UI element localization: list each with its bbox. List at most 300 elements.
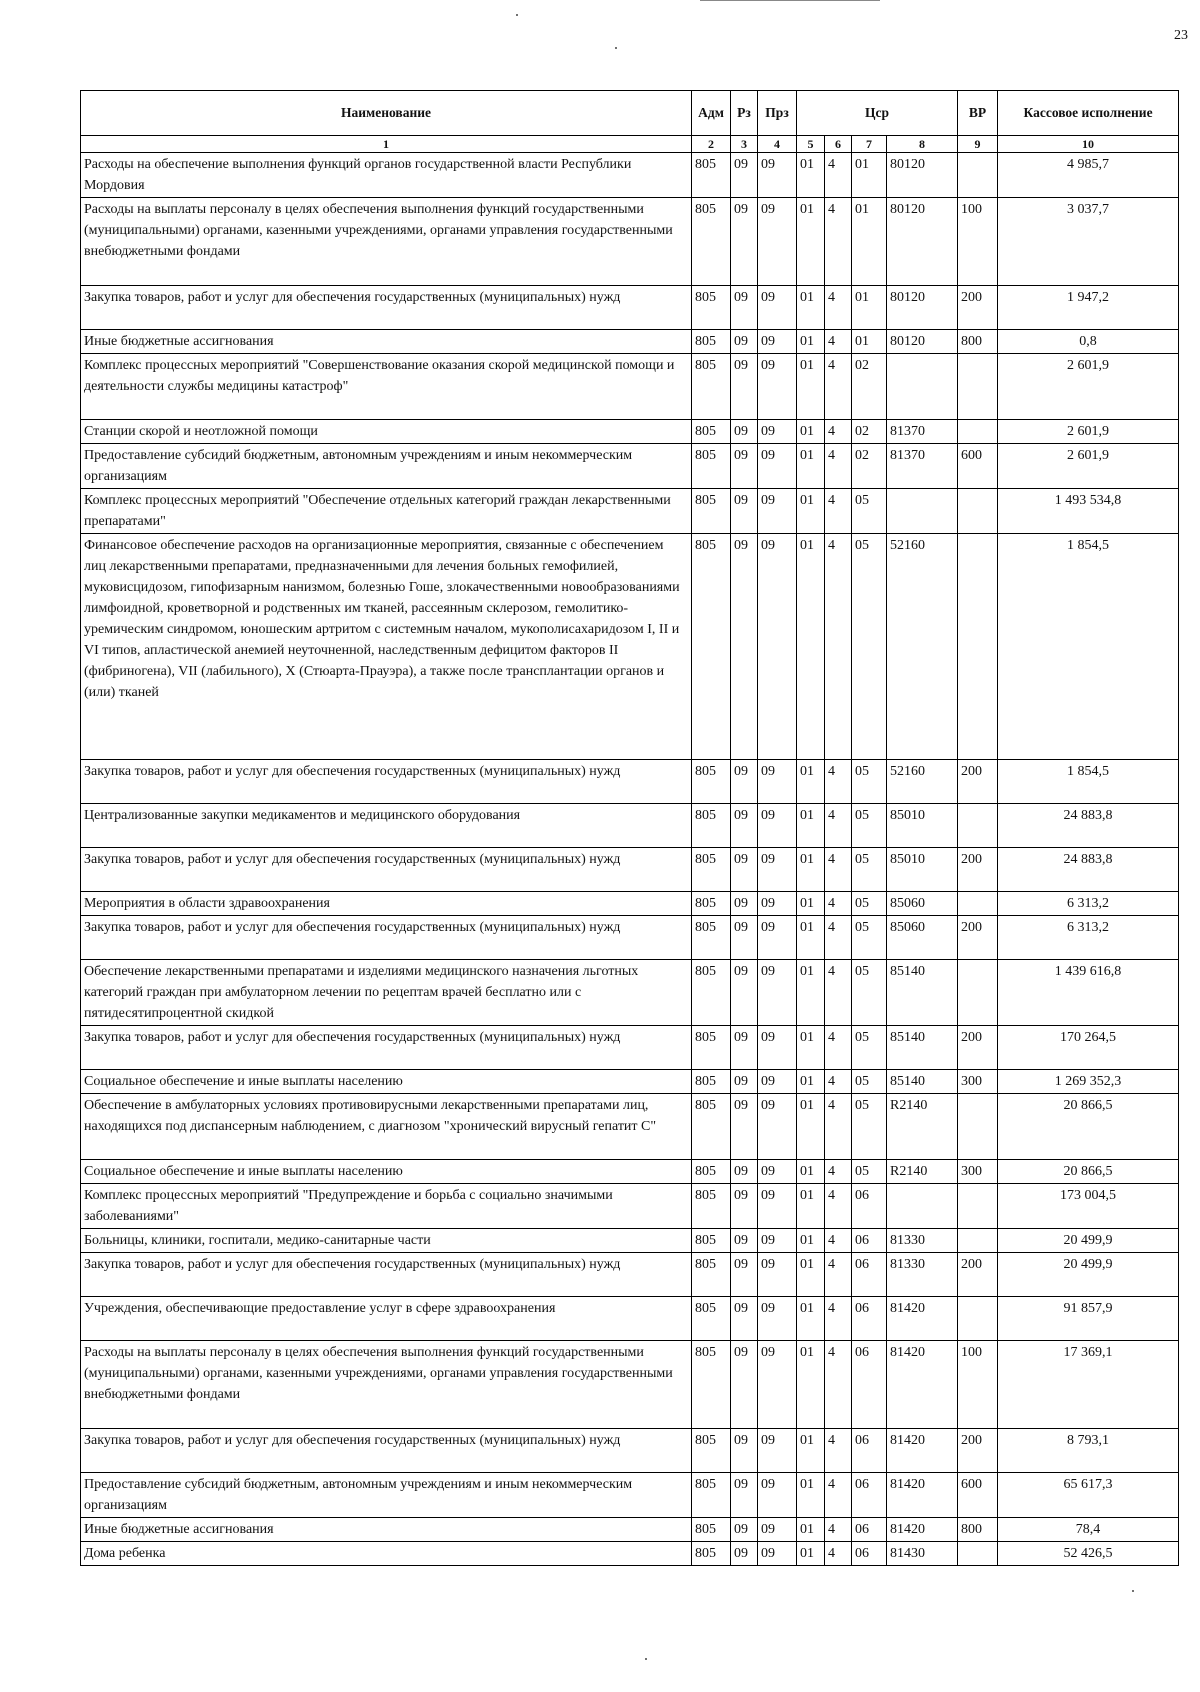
row-csr-6: 4	[825, 330, 852, 354]
column-number: 3	[731, 136, 758, 153]
row-csr-8: 81370	[887, 444, 958, 489]
row-rz: 09	[731, 760, 758, 804]
row-rz: 09	[731, 1184, 758, 1229]
row-vr: 100	[958, 198, 998, 286]
row-csr-7: 02	[852, 420, 887, 444]
table-row	[81, 804, 1179, 848]
table-row	[81, 1473, 1179, 1518]
row-name: Иные бюджетные ассигнования	[81, 330, 692, 354]
row-csr-6: 4	[825, 1518, 852, 1542]
row-amount: 1 493 534,8	[998, 489, 1179, 534]
row-csr-8	[887, 489, 958, 534]
row-csr-8: 80120	[887, 153, 958, 198]
row-prz: 09	[758, 1429, 797, 1473]
row-csr-8: 81330	[887, 1229, 958, 1253]
row-csr-6: 4	[825, 1229, 852, 1253]
row-name: Мероприятия в области здравоохранения	[81, 892, 692, 916]
row-csr-7: 01	[852, 286, 887, 330]
column-number: 5	[797, 136, 825, 153]
row-csr-6: 4	[825, 198, 852, 286]
header-name: Наименование	[81, 91, 692, 136]
row-adm: 805	[692, 1473, 731, 1518]
row-prz: 09	[758, 916, 797, 960]
row-csr-7: 05	[852, 489, 887, 534]
row-prz: 09	[758, 848, 797, 892]
scan-artifact-dot	[615, 47, 617, 49]
row-amount: 0,8	[998, 330, 1179, 354]
row-csr-8: 85010	[887, 804, 958, 848]
row-rz: 09	[731, 1253, 758, 1297]
row-csr-5: 01	[797, 489, 825, 534]
row-vr	[958, 804, 998, 848]
row-csr-7: 05	[852, 916, 887, 960]
row-adm: 805	[692, 1184, 731, 1229]
row-prz: 09	[758, 354, 797, 420]
row-csr-5: 01	[797, 534, 825, 760]
row-amount: 2 601,9	[998, 354, 1179, 420]
table-row	[81, 153, 1179, 198]
table-row	[81, 1184, 1179, 1229]
row-rz: 09	[731, 916, 758, 960]
row-csr-6: 4	[825, 1253, 852, 1297]
row-prz: 09	[758, 420, 797, 444]
row-amount: 24 883,8	[998, 804, 1179, 848]
row-csr-5: 01	[797, 1094, 825, 1160]
row-rz: 09	[731, 1341, 758, 1429]
row-csr-5: 01	[797, 1297, 825, 1341]
row-prz: 09	[758, 1184, 797, 1229]
table-row	[81, 1229, 1179, 1253]
row-csr-5: 01	[797, 330, 825, 354]
row-csr-7: 06	[852, 1253, 887, 1297]
row-amount: 17 369,1	[998, 1341, 1179, 1429]
row-prz: 09	[758, 330, 797, 354]
row-name: Комплекс процессных мероприятий "Совершенствование оказания скорой медицинской помощи и деятельности службы медицины катастроф"	[81, 354, 692, 420]
row-csr-5: 01	[797, 804, 825, 848]
row-rz: 09	[731, 489, 758, 534]
row-prz: 09	[758, 1297, 797, 1341]
row-adm: 805	[692, 354, 731, 420]
row-amount: 173 004,5	[998, 1184, 1179, 1229]
column-number: 4	[758, 136, 797, 153]
row-adm: 805	[692, 153, 731, 198]
row-amount: 20 866,5	[998, 1160, 1179, 1184]
table-row	[81, 354, 1179, 420]
row-vr: 800	[958, 1518, 998, 1542]
row-csr-8: 81430	[887, 1542, 958, 1566]
row-csr-6: 4	[825, 534, 852, 760]
row-amount: 24 883,8	[998, 848, 1179, 892]
row-csr-6: 4	[825, 1429, 852, 1473]
row-prz: 09	[758, 1253, 797, 1297]
row-vr: 200	[958, 760, 998, 804]
table-row	[81, 916, 1179, 960]
row-amount: 4 985,7	[998, 153, 1179, 198]
row-csr-5: 01	[797, 1429, 825, 1473]
table-row	[81, 534, 1179, 760]
row-prz: 09	[758, 153, 797, 198]
row-csr-6: 4	[825, 153, 852, 198]
row-name: Закупка товаров, работ и услуг для обеспечения государственных (муниципальных) нужд	[81, 760, 692, 804]
row-prz: 09	[758, 1542, 797, 1566]
row-csr-6: 4	[825, 1473, 852, 1518]
row-adm: 805	[692, 198, 731, 286]
row-amount: 52 426,5	[998, 1542, 1179, 1566]
row-adm: 805	[692, 489, 731, 534]
row-csr-5: 01	[797, 286, 825, 330]
row-csr-8: 85060	[887, 916, 958, 960]
row-csr-7: 06	[852, 1184, 887, 1229]
column-number: 6	[825, 136, 852, 153]
row-prz: 09	[758, 760, 797, 804]
row-prz: 09	[758, 1070, 797, 1094]
row-adm: 805	[692, 1542, 731, 1566]
scan-artifact-dot	[516, 14, 518, 16]
row-csr-5: 01	[797, 892, 825, 916]
row-prz: 09	[758, 444, 797, 489]
row-csr-6: 4	[825, 1094, 852, 1160]
row-vr	[958, 1229, 998, 1253]
row-vr: 200	[958, 286, 998, 330]
row-amount: 1 854,5	[998, 760, 1179, 804]
header-csr: Цср	[797, 91, 958, 136]
row-name: Дома ребенка	[81, 1542, 692, 1566]
table-row	[81, 1094, 1179, 1160]
row-amount: 20 499,9	[998, 1253, 1179, 1297]
row-name: Больницы, клиники, госпитали, медико-санитарные части	[81, 1229, 692, 1253]
row-csr-8: 85060	[887, 892, 958, 916]
row-vr: 200	[958, 1253, 998, 1297]
row-name: Станции скорой и неотложной помощи	[81, 420, 692, 444]
table-row	[81, 286, 1179, 330]
row-csr-5: 01	[797, 1473, 825, 1518]
row-csr-7: 02	[852, 444, 887, 489]
row-prz: 09	[758, 1518, 797, 1542]
row-amount: 2 601,9	[998, 444, 1179, 489]
row-csr-5: 01	[797, 1070, 825, 1094]
row-csr-5: 01	[797, 1160, 825, 1184]
row-csr-7: 06	[852, 1341, 887, 1429]
row-csr-8: 81420	[887, 1429, 958, 1473]
row-csr-8: 52160	[887, 760, 958, 804]
row-name: Закупка товаров, работ и услуг для обеспечения государственных (муниципальных) нужд	[81, 1026, 692, 1070]
row-csr-6: 4	[825, 286, 852, 330]
row-vr: 600	[958, 1473, 998, 1518]
row-vr	[958, 1094, 998, 1160]
row-vr: 100	[958, 1341, 998, 1429]
row-csr-7: 05	[852, 1070, 887, 1094]
row-csr-8: 81420	[887, 1473, 958, 1518]
row-vr	[958, 892, 998, 916]
header-vr: ВР	[958, 91, 998, 136]
row-csr-6: 4	[825, 444, 852, 489]
row-adm: 805	[692, 1253, 731, 1297]
row-csr-5: 01	[797, 420, 825, 444]
row-csr-7: 05	[852, 760, 887, 804]
row-amount: 2 601,9	[998, 420, 1179, 444]
row-rz: 09	[731, 804, 758, 848]
row-name: Закупка товаров, работ и услуг для обеспечения государственных (муниципальных) нужд	[81, 1253, 692, 1297]
table-row	[81, 1253, 1179, 1297]
row-csr-8: R2140	[887, 1160, 958, 1184]
row-rz: 09	[731, 330, 758, 354]
row-name: Иные бюджетные ассигнования	[81, 1518, 692, 1542]
row-prz: 09	[758, 286, 797, 330]
row-csr-7: 05	[852, 892, 887, 916]
row-csr-8	[887, 354, 958, 420]
table-row	[81, 198, 1179, 286]
row-name: Социальное обеспечение и иные выплаты населению	[81, 1160, 692, 1184]
row-amount: 20 499,9	[998, 1229, 1179, 1253]
row-vr	[958, 420, 998, 444]
row-adm: 805	[692, 1070, 731, 1094]
row-rz: 09	[731, 1429, 758, 1473]
row-prz: 09	[758, 534, 797, 760]
row-prz: 09	[758, 892, 797, 916]
row-adm: 805	[692, 1297, 731, 1341]
row-adm: 805	[692, 848, 731, 892]
row-amount: 65 617,3	[998, 1473, 1179, 1518]
table-row	[81, 848, 1179, 892]
header-adm: Адм	[692, 91, 731, 136]
table-row	[81, 760, 1179, 804]
row-vr	[958, 1542, 998, 1566]
row-amount: 3 037,7	[998, 198, 1179, 286]
row-prz: 09	[758, 1094, 797, 1160]
row-name: Закупка товаров, работ и услуг для обеспечения государственных (муниципальных) нужд	[81, 848, 692, 892]
row-csr-6: 4	[825, 354, 852, 420]
row-adm: 805	[692, 760, 731, 804]
row-amount: 170 264,5	[998, 1026, 1179, 1070]
header-prz: Прз	[758, 91, 797, 136]
row-csr-7: 05	[852, 804, 887, 848]
row-name: Обеспечение в амбулаторных условиях противовирусными лекарственными препаратами лиц, находящихся под диспансерным наблюдением, с диагнозом "хронический вирусный гепатит С"	[81, 1094, 692, 1160]
column-number: 2	[692, 136, 731, 153]
row-rz: 09	[731, 1542, 758, 1566]
row-rz: 09	[731, 444, 758, 489]
row-adm: 805	[692, 1229, 731, 1253]
row-csr-7: 06	[852, 1297, 887, 1341]
row-name: Закупка товаров, работ и услуг для обеспечения государственных (муниципальных) нужд	[81, 916, 692, 960]
row-rz: 09	[731, 198, 758, 286]
row-prz: 09	[758, 198, 797, 286]
row-vr	[958, 534, 998, 760]
row-vr: 200	[958, 848, 998, 892]
row-name: Централизованные закупки медикаментов и медицинского оборудования	[81, 804, 692, 848]
row-csr-6: 4	[825, 1070, 852, 1094]
row-csr-5: 01	[797, 444, 825, 489]
row-csr-5: 01	[797, 960, 825, 1026]
row-vr: 200	[958, 1429, 998, 1473]
row-csr-6: 4	[825, 1026, 852, 1070]
row-csr-8: 81330	[887, 1253, 958, 1297]
row-csr-5: 01	[797, 1341, 825, 1429]
row-csr-6: 4	[825, 1341, 852, 1429]
row-csr-7: 06	[852, 1229, 887, 1253]
row-csr-8: 80120	[887, 330, 958, 354]
table-row	[81, 1429, 1179, 1473]
row-prz: 09	[758, 1160, 797, 1184]
scan-artifact-dot	[1132, 1590, 1134, 1592]
row-adm: 805	[692, 1026, 731, 1070]
row-amount: 78,4	[998, 1518, 1179, 1542]
row-rz: 09	[731, 1229, 758, 1253]
row-rz: 09	[731, 848, 758, 892]
row-csr-6: 4	[825, 489, 852, 534]
row-csr-5: 01	[797, 1253, 825, 1297]
row-csr-5: 01	[797, 916, 825, 960]
row-adm: 805	[692, 1094, 731, 1160]
table-row	[81, 1070, 1179, 1094]
scan-artifact-line	[700, 0, 880, 1]
column-number: 9	[958, 136, 998, 153]
row-prz: 09	[758, 1473, 797, 1518]
row-vr: 200	[958, 916, 998, 960]
row-csr-8: 81420	[887, 1341, 958, 1429]
row-csr-7: 05	[852, 848, 887, 892]
row-csr-5: 01	[797, 760, 825, 804]
row-name: Закупка товаров, работ и услуг для обеспечения государственных (муниципальных) нужд	[81, 1429, 692, 1473]
row-csr-8: 85140	[887, 960, 958, 1026]
row-vr	[958, 489, 998, 534]
row-adm: 805	[692, 916, 731, 960]
row-name: Предоставление субсидий бюджетным, автономным учреждениям и иным некоммерческим организациям	[81, 1473, 692, 1518]
table-row	[81, 420, 1179, 444]
row-amount: 91 857,9	[998, 1297, 1179, 1341]
table-row	[81, 1341, 1179, 1429]
row-csr-8: R2140	[887, 1094, 958, 1160]
row-rz: 09	[731, 286, 758, 330]
row-csr-7: 05	[852, 1160, 887, 1184]
row-vr	[958, 354, 998, 420]
row-adm: 805	[692, 420, 731, 444]
row-csr-5: 01	[797, 1518, 825, 1542]
table-row	[81, 1297, 1179, 1341]
row-csr-8: 85010	[887, 848, 958, 892]
row-vr: 300	[958, 1160, 998, 1184]
row-csr-7: 06	[852, 1473, 887, 1518]
row-name: Обеспечение лекарственными препаратами и изделиями медицинского назначения льготных категорий граждан при амбулаторном лечении по рецептам врачей бесплатно или с пятидесятипроцентной скидкой	[81, 960, 692, 1026]
column-number: 1	[81, 136, 692, 153]
table-row	[81, 960, 1179, 1026]
row-csr-8: 85140	[887, 1070, 958, 1094]
row-csr-6: 4	[825, 916, 852, 960]
row-vr: 600	[958, 444, 998, 489]
row-name: Финансовое обеспечение расходов на организационные мероприятия, связанные с обеспечением лиц лекарственными препаратами, предназначенными для лечения больных гемофилией, муковисцидозом, гипофизарным нанизмом, болезнью Гоше, злокачественными новообразованиями лимфоидной, кроветворной и родственных им тканей, рассеянным склерозом, гемолитико-уремическим синдромом, юношеским артритом с системным началом, мукополисахаридозом I, II и VI типов, апластической анемией неуточненной, наследственным дефицитом факторов II (фибриногена), VII (лабильного), X (Стюарта-Прауэра), а также после трансплантации органов и (или) тканей	[81, 534, 692, 760]
column-number: 10	[998, 136, 1179, 153]
row-csr-7: 06	[852, 1542, 887, 1566]
row-vr	[958, 1184, 998, 1229]
header-row	[81, 91, 1179, 136]
row-rz: 09	[731, 1160, 758, 1184]
row-rz: 09	[731, 1473, 758, 1518]
column-number: 8	[887, 136, 958, 153]
row-csr-6: 4	[825, 420, 852, 444]
column-number: 7	[852, 136, 887, 153]
table-row	[81, 330, 1179, 354]
row-csr-7: 05	[852, 534, 887, 760]
row-csr-7: 01	[852, 198, 887, 286]
row-rz: 09	[731, 534, 758, 760]
row-csr-6: 4	[825, 892, 852, 916]
row-name: Комплекс процессных мероприятий "Обеспечение отдельных категорий граждан лекарственными препаратами"	[81, 489, 692, 534]
row-vr	[958, 1297, 998, 1341]
row-adm: 805	[692, 804, 731, 848]
column-numbers-row	[81, 136, 1179, 153]
row-csr-7: 05	[852, 1026, 887, 1070]
row-csr-5: 01	[797, 1542, 825, 1566]
row-csr-6: 4	[825, 804, 852, 848]
row-name: Закупка товаров, работ и услуг для обеспечения государственных (муниципальных) нужд	[81, 286, 692, 330]
row-amount: 6 313,2	[998, 892, 1179, 916]
row-prz: 09	[758, 1229, 797, 1253]
table-row	[81, 489, 1179, 534]
row-csr-6: 4	[825, 960, 852, 1026]
row-csr-7: 05	[852, 960, 887, 1026]
row-csr-6: 4	[825, 760, 852, 804]
row-adm: 805	[692, 286, 731, 330]
row-name: Предоставление субсидий бюджетным, автономным учреждениям и иным некоммерческим организациям	[81, 444, 692, 489]
row-csr-8: 81420	[887, 1297, 958, 1341]
row-adm: 805	[692, 444, 731, 489]
row-csr-7: 06	[852, 1518, 887, 1542]
row-adm: 805	[692, 534, 731, 760]
row-csr-7: 02	[852, 354, 887, 420]
row-csr-5: 01	[797, 1184, 825, 1229]
row-name: Комплекс процессных мероприятий "Предупреждение и борьба с социально значимыми заболеваниями"	[81, 1184, 692, 1229]
row-csr-6: 4	[825, 848, 852, 892]
row-amount: 1 947,2	[998, 286, 1179, 330]
row-adm: 805	[692, 330, 731, 354]
row-rz: 09	[731, 1070, 758, 1094]
row-vr: 800	[958, 330, 998, 354]
row-rz: 09	[731, 420, 758, 444]
row-amount: 1 269 352,3	[998, 1070, 1179, 1094]
row-amount: 20 866,5	[998, 1094, 1179, 1160]
table-row	[81, 1518, 1179, 1542]
row-adm: 805	[692, 960, 731, 1026]
row-csr-8: 81370	[887, 420, 958, 444]
row-adm: 805	[692, 1518, 731, 1542]
row-name: Расходы на обеспечение выполнения функций органов государственной власти Республики Мордовия	[81, 153, 692, 198]
row-rz: 09	[731, 1297, 758, 1341]
row-csr-7: 01	[852, 153, 887, 198]
row-name: Расходы на выплаты персоналу в целях обеспечения выполнения функций государственными (муниципальными) органами, казенными учреждениями, органами управления государственными внебюджетными фондами	[81, 1341, 692, 1429]
row-rz: 09	[731, 1094, 758, 1160]
table-row	[81, 1160, 1179, 1184]
row-csr-8: 81420	[887, 1518, 958, 1542]
table-row	[81, 444, 1179, 489]
row-adm: 805	[692, 1160, 731, 1184]
row-vr: 300	[958, 1070, 998, 1094]
row-csr-5: 01	[797, 198, 825, 286]
row-prz: 09	[758, 1026, 797, 1070]
budget-table	[80, 90, 1179, 1566]
row-csr-5: 01	[797, 1026, 825, 1070]
row-amount: 1 854,5	[998, 534, 1179, 760]
row-csr-8: 80120	[887, 198, 958, 286]
row-adm: 805	[692, 1341, 731, 1429]
row-csr-5: 01	[797, 1229, 825, 1253]
row-csr-6: 4	[825, 1542, 852, 1566]
row-csr-5: 01	[797, 354, 825, 420]
row-prz: 09	[758, 1341, 797, 1429]
table-body	[81, 153, 1179, 1566]
scan-artifact-dot	[645, 1658, 647, 1660]
row-csr-8: 52160	[887, 534, 958, 760]
row-csr-6: 4	[825, 1297, 852, 1341]
row-vr	[958, 153, 998, 198]
